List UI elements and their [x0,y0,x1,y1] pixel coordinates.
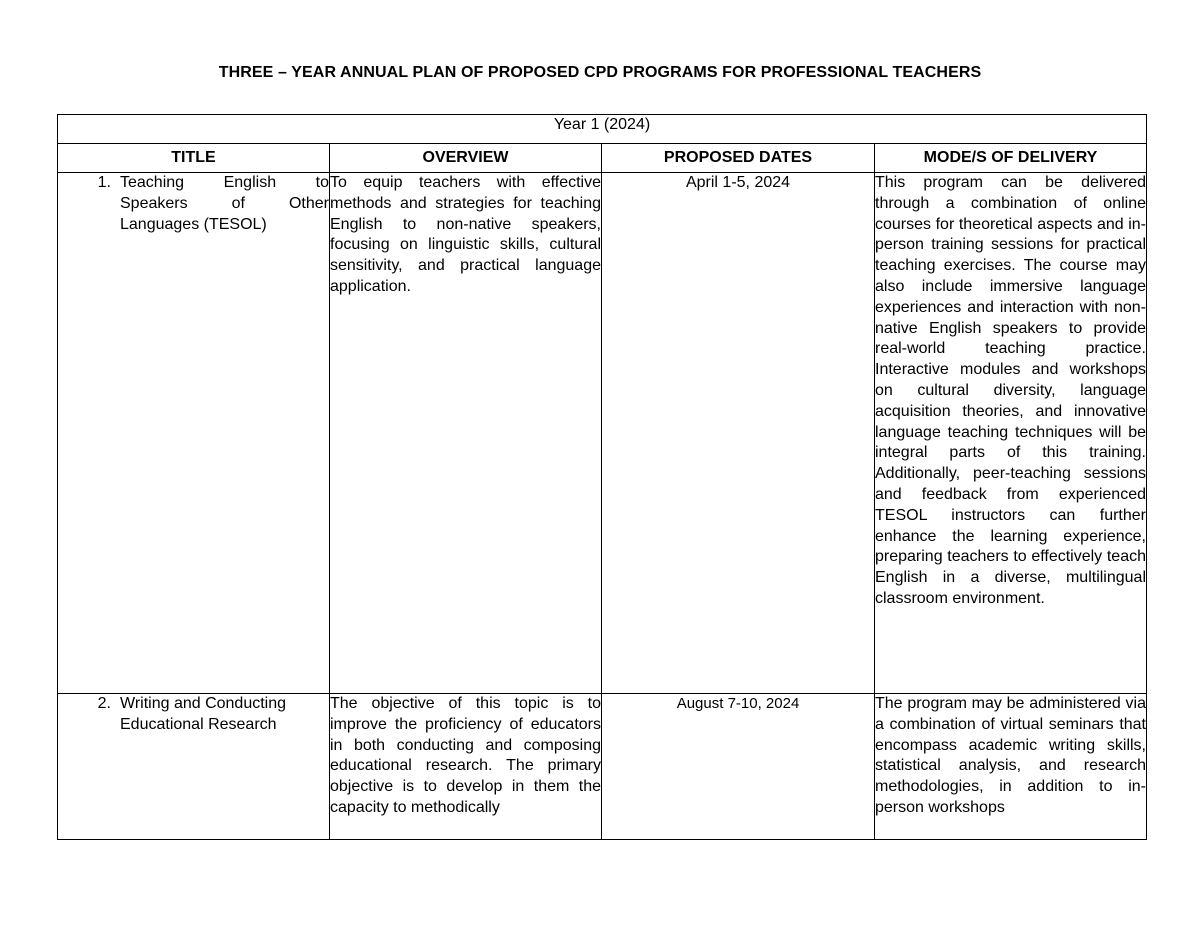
year-label: Year 1 (2024) [58,115,1147,144]
header-title: TITLE [58,144,330,173]
year-row [58,115,1147,144]
program-title: Teaching English to Speakers of Other Languages (TESOL) [120,174,329,233]
table-row [58,694,1147,840]
proposed-dates-cell: August 7-10, 2024 [602,694,875,840]
header-proposed-dates: PROPOSED DATES [602,144,875,173]
title-cell [58,694,330,840]
table-row [58,173,1147,694]
program-title: Writing and Conducting Educational Research [120,695,287,733]
header-overview: OVERVIEW [330,144,602,173]
overview-cell: To equip teachers with effective methods and strategies for teaching English to non-native speakers, focusing on linguistic skills, cultural sensitivity, and practical language application. [330,173,602,694]
item-number: 1. [97,174,111,191]
proposed-dates-cell: April 1-5, 2024 [602,173,875,694]
header-modes-of-delivery: MODE/S OF DELIVERY [875,144,1147,173]
title-cell [58,173,330,694]
cpd-plan-table [57,114,1147,840]
item-number: 2. [97,695,111,712]
modes-of-delivery-cell [875,694,1147,840]
modes-text: The program may be administered via a combination of virtual seminars that encompass academic writing skills, statistical analysis, and research methodologies, in addition to in-person workshops [875,695,1146,816]
overview-text: The objective of this topic is to improve the proficiency of educators in both conducting and composing educational research. The primary objective is to develop in them the capacity to methodically [330,695,601,816]
document-title: THREE – YEAR ANNUAL PLAN OF PROPOSED CPD PROGRAMS FOR PROFESSIONAL TEACHERS [218,64,982,81]
header-row [58,144,1147,173]
overview-cell [330,694,602,840]
modes-of-delivery-cell: This program can be delivered through a combination of online courses for theoretical aspects and in-person training sessions for practical teaching exercises. The course may also include immersive language experiences and interaction with non-native English speakers to provide real-world teaching practice. Interactive modules and workshops on cultural diversity, language acquisition theories, and innovative language teaching techniques will be integral parts of this training. Additionally, peer-teaching sessions and feedback from experienced TESOL instructors can further enhance the learning experience, preparing teachers to effectively teach English in a diverse, multilingual classroom environment. [875,173,1147,694]
